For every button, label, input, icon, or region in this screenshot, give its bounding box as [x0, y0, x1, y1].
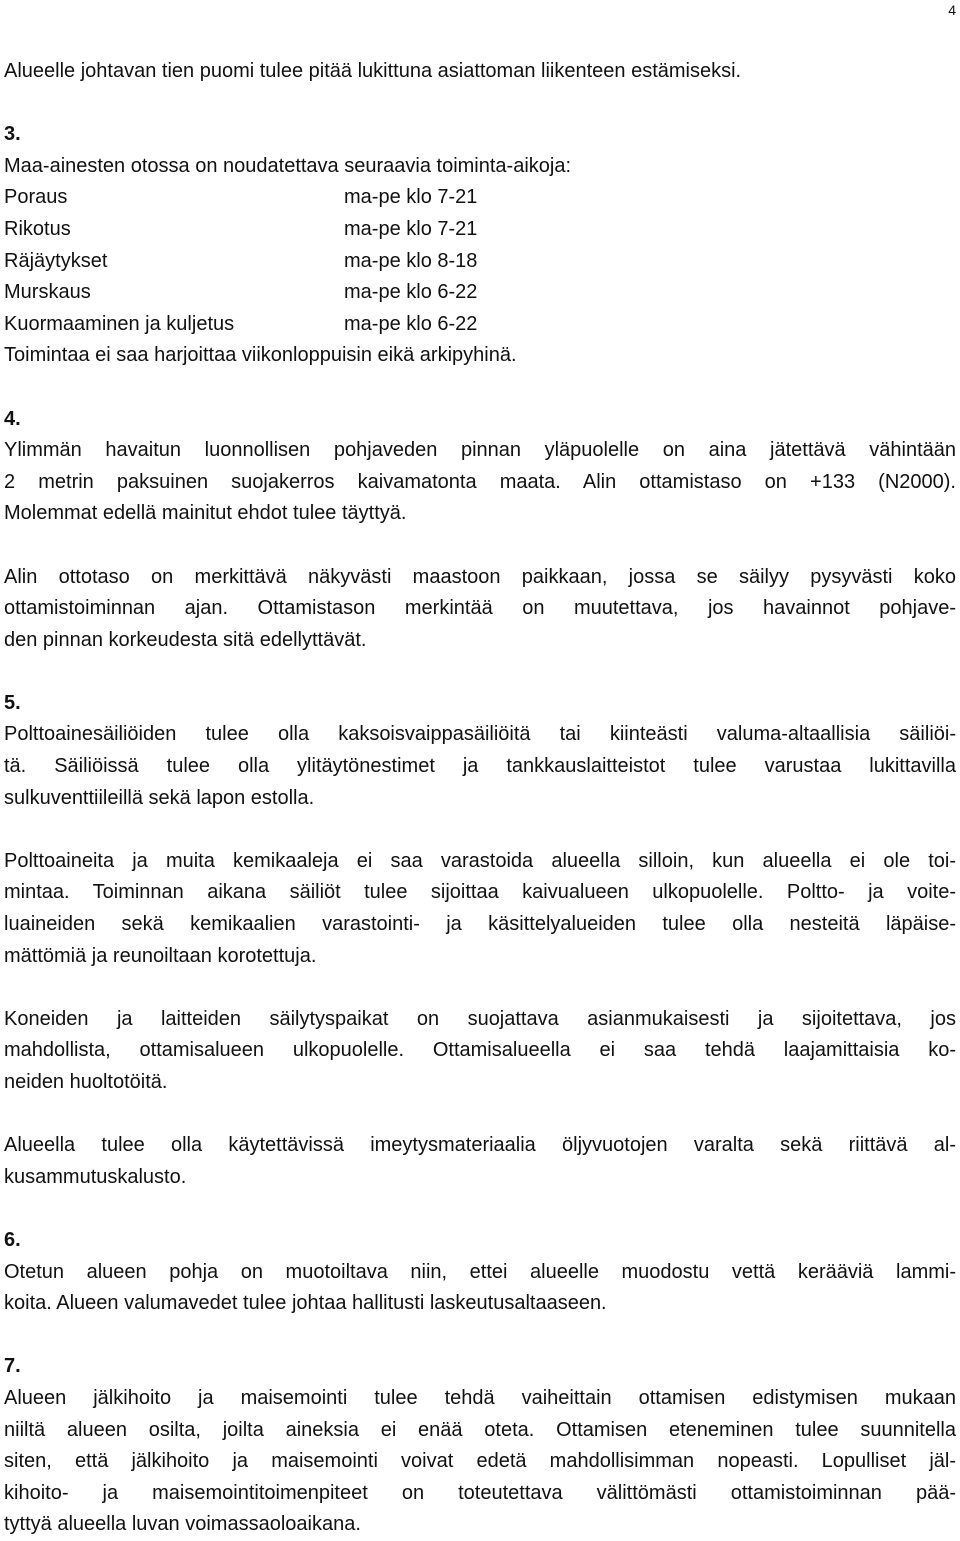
intro-paragraph: Alueelle johtavan tien puomi tulee pitää lukittuna asiattoman liikenteen estämiseksi. — [4, 60, 742, 82]
section-6-paragraph-1 — [4, 1257, 956, 1320]
text-line: Koneiden ja laitteiden säilytyspaikat on suojattava asianmukaisesti ja sijoitettava, jos — [4, 1007, 956, 1030]
activity-hours: ma-pe klo 8-18 — [344, 249, 478, 272]
text-line: sulkuventtiileillä sekä lapon estolla. — [4, 786, 315, 809]
text-line: tä. Säiliöissä tulee olla ylitäytönestimet ja tankkauslaitteistot tulee varustaa lukittavilla — [4, 755, 956, 778]
section-3-lead: Maa-ainesten otossa on noudatettava seuraavia toiminta-aikoja: — [4, 154, 572, 177]
section-5-paragraph-2 — [4, 846, 956, 972]
text-line: luaineiden sekä kemikaalien varastointi- ja käsittelyalueiden tulee olla nesteitä läpäise- — [4, 913, 956, 936]
activity-label: Poraus — [4, 186, 68, 209]
text-line: niiltä alueen osilta, joilta aineksia ei enää oteta. Ottamisen eteneminen tulee suunnitella — [4, 1418, 956, 1441]
text-line: Alueen jälkihoito ja maisemointi tulee tehdä vaiheittain ottamisen edistymisen mukaan — [4, 1386, 956, 1409]
section-4-number: 4. — [4, 407, 21, 430]
text-line: kihoito- ja maisemointitoimenpiteet on toteutettava välittömästi ottamistoiminnan pää- — [4, 1481, 956, 1504]
section-4-paragraph-2 — [4, 562, 956, 657]
section-5-paragraph-3 — [4, 1004, 956, 1099]
text-line: Polttoaineita ja muita kemikaaleja ei saa varastoida alueella silloin, kun alueella ei ole toi- — [4, 849, 956, 872]
text-line: Polttoainesäiliöiden tulee olla kaksoisvaippasäiliöitä tai kiinteästi valuma-altaallisia säiliöi- — [4, 723, 956, 746]
text-line: mintaa. Toiminnan aikana säiliöt tulee sijoittaa kaivualueen ulkopuolelle. Poltto- ja voite- — [4, 881, 956, 904]
text-line: mättömiä ja reunoiltaan korotettuja. — [4, 944, 317, 967]
section-6-number: 6. — [4, 1228, 21, 1251]
activity-label: Murskaus — [4, 281, 91, 304]
section-5-number: 5. — [4, 691, 21, 714]
text-line: Alueella tulee olla käytettävissä imeytysmateriaalia öljyvuotojen varalta sekä riittävä al- — [4, 1134, 956, 1157]
text-line: mahdollista, ottamisalueen ulkopuolelle. Ottamisalueella ei saa tehdä laajamittaisia ko- — [4, 1039, 956, 1062]
section-5-paragraph-1 — [4, 719, 956, 814]
section-3-note: Toimintaa ei saa harjoittaa viikonloppuisin eikä arkipyhinä. — [4, 344, 517, 367]
activity-hours: ma-pe klo 6-22 — [344, 312, 478, 335]
hours-row — [4, 214, 956, 246]
text-line: Molemmat edellä mainitut ehdot tulee täyttyä. — [4, 502, 407, 525]
hours-row — [4, 309, 956, 341]
section-7-paragraph-1 — [4, 1383, 956, 1541]
hours-row — [4, 277, 956, 309]
hours-row — [4, 182, 956, 214]
document-body — [4, 56, 956, 1541]
section-5-paragraph-4 — [4, 1130, 956, 1193]
activity-label: Kuormaaminen ja kuljetus — [4, 312, 235, 335]
text-line: koita. Alueen valumavedet tulee johtaa hallitusti laskeutusaltaaseen. — [4, 1292, 607, 1315]
text-line: ottamistoiminnan ajan. Ottamistason merkintää on muutettava, jos havainnot pohjave- — [4, 597, 956, 620]
activity-hours: ma-pe klo 7-21 — [344, 186, 478, 209]
text-line: tyttyä alueella luvan voimassaoloaikana. — [4, 1513, 361, 1536]
text-line: siten, että jälkihoito ja maisemointi voivat edetä mahdollisimman nopeasti. Lopulliset jäl- — [4, 1450, 956, 1473]
text-line: Alin ottotaso on merkittävä näkyvästi maastoon paikkaan, jossa se säilyy pysyvästi koko — [4, 565, 956, 588]
activity-label: Rikotus — [4, 217, 71, 240]
operating-hours-table — [4, 182, 956, 340]
activity-hours: ma-pe klo 7-21 — [344, 217, 478, 240]
text-line: 2 metrin paksuinen suojakerros kaivamatonta maata. Alin ottamistaso on +133 (N2000). — [4, 470, 956, 493]
text-line: den pinnan korkeudesta sitä edellyttävät. — [4, 628, 367, 651]
page-number: 4 — [948, 2, 956, 18]
section-4-paragraph-1 — [4, 435, 956, 530]
section-7-number: 7. — [4, 1355, 21, 1378]
text-line: kusammutuskalusto. — [4, 1165, 187, 1188]
text-line: neiden huoltotöitä. — [4, 1071, 168, 1093]
activity-label: Räjäytykset — [4, 249, 108, 272]
hours-row — [4, 246, 956, 278]
activity-hours: ma-pe klo 6-22 — [344, 281, 478, 304]
section-3-number: 3. — [4, 123, 21, 146]
text-line: Otetun alueen pohja on muotoiltava niin, ettei alueelle muodostu vettä kerääviä lammi- — [4, 1260, 956, 1283]
text-line: Ylimmän havaitun luonnollisen pohjaveden pinnan yläpuolelle on aina jätettävä vähintään — [4, 439, 956, 462]
